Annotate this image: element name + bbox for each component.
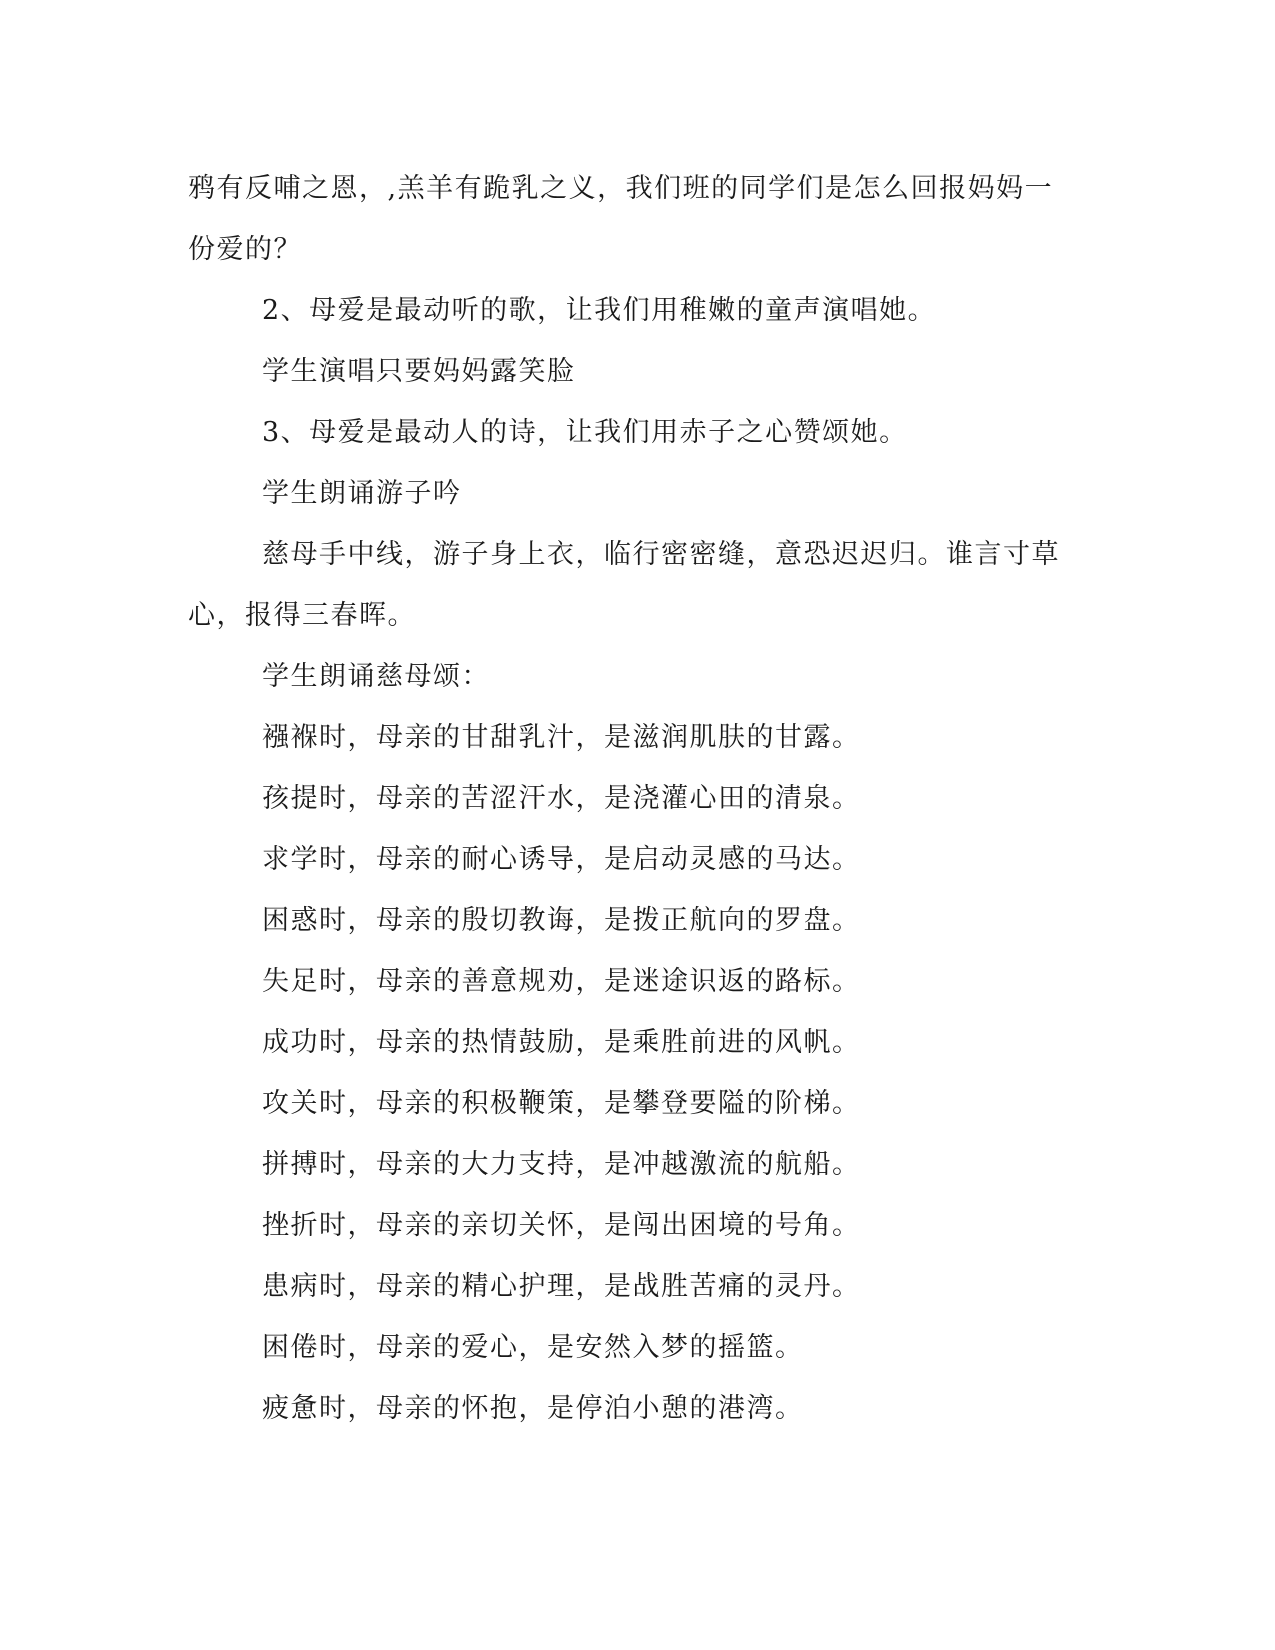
ode-line: 求学时，母亲的耐心诱导，是启动灵感的马达。	[262, 844, 861, 875]
paragraph-line: 学生演唱只要妈妈露笑脸	[262, 356, 576, 387]
ode-line: 拼搏时，母亲的大力支持，是冲越激流的航船。	[262, 1149, 861, 1180]
ode-line: 挫折时，母亲的亲切关怀，是闯出困境的号角。	[262, 1210, 861, 1241]
paragraph-line: 学生朗诵慈母颂：	[262, 661, 490, 692]
paragraph-line: 2、母爱是最动听的歌，让我们用稚嫩的童声演唱她。	[262, 295, 937, 326]
ode-line: 攻关时，母亲的积极鞭策，是攀登要隘的阶梯。	[262, 1088, 861, 1119]
paragraph-line: 鸦有反哺之恩，,羔羊有跪乳之义，我们班的同学们是怎么回报妈妈一	[188, 173, 1054, 204]
ode-line: 患病时，母亲的精心护理，是战胜苦痛的灵丹。	[262, 1271, 861, 1302]
ode-line: 襁褓时，母亲的甘甜乳汁，是滋润肌肤的甘露。	[262, 722, 861, 753]
ode-line: 失足时，母亲的善意规劝，是迷途识返的路标。	[262, 966, 861, 997]
ode-line: 困惑时，母亲的殷切教诲，是拨正航向的罗盘。	[262, 905, 861, 936]
ode-line: 成功时，母亲的热情鼓励，是乘胜前进的风帆。	[262, 1027, 861, 1058]
ode-line: 疲惫时，母亲的怀抱，是停泊小憩的港湾。	[262, 1393, 804, 1424]
body-text	[188, 158, 1088, 1439]
paragraph-line: 份爱的？	[188, 234, 302, 265]
paragraph-line: 3、母爱是最动人的诗，让我们用赤子之心赞颂她。	[262, 417, 908, 448]
poem-line: 心，报得三春晖。	[188, 600, 416, 631]
paragraph-line: 学生朗诵游子吟	[262, 478, 462, 509]
poem-line: 慈母手中线，游子身上衣，临行密密缝，意恐迟迟归。谁言寸草	[262, 539, 1060, 570]
ode-line: 孩提时，母亲的苦涩汗水，是浇灌心田的清泉。	[262, 783, 861, 814]
ode-line: 困倦时，母亲的爱心，是安然入梦的摇篮。	[262, 1332, 804, 1363]
